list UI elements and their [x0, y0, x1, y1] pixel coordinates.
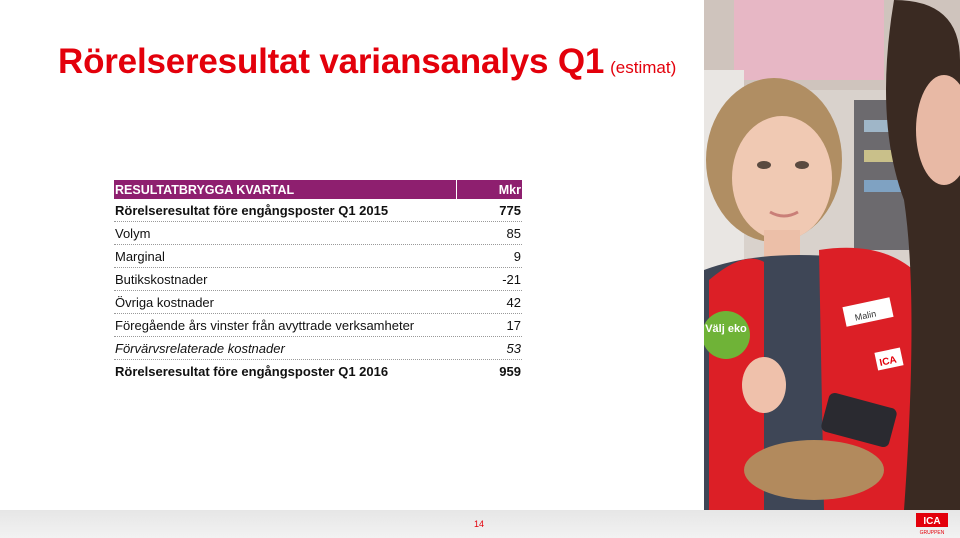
row-label: Rörelseresultat före engångsposter Q1 2015	[115, 202, 389, 218]
page-number: 14	[474, 519, 485, 529]
table-row	[114, 314, 522, 337]
photo-illustration	[704, 0, 960, 510]
row-label: Övriga kostnader	[115, 294, 214, 310]
row-value: 959	[499, 363, 521, 379]
table-row	[114, 268, 522, 291]
result-bridge-table	[114, 180, 522, 382]
row-value: 17	[506, 317, 521, 333]
row-value: 53	[506, 340, 521, 356]
table-row	[114, 337, 522, 360]
row-label: Rörelseresultat före engångsposter Q1 2016	[115, 363, 389, 379]
row-label: Marginal	[115, 248, 165, 264]
table-header-unit: Mkr	[498, 182, 521, 197]
row-label: Volym	[115, 225, 151, 241]
table-header-label: RESULTATBRYGGA KVARTAL	[114, 180, 457, 199]
page-title	[58, 42, 676, 82]
row-value: 775	[499, 202, 521, 218]
name-tag-text: Malin	[853, 308, 878, 323]
row-value: 85	[506, 225, 521, 241]
ica-gruppen-logo	[916, 513, 948, 535]
row-value: 9	[513, 248, 521, 264]
table-row	[114, 291, 522, 314]
eko-badge-text: Välj eko	[705, 323, 747, 335]
table-row	[114, 360, 522, 382]
table-row	[114, 245, 522, 268]
row-label: Föregående års vinster från avyttrade verksamheter	[115, 317, 415, 333]
page-title-sub: (estimat)	[610, 58, 677, 77]
page-title-main: Rörelseresultat variansanalys Q1	[58, 42, 605, 81]
row-label: Butikskostnader	[115, 271, 208, 287]
row-value: 42	[506, 294, 521, 310]
table-header	[114, 180, 522, 199]
logo-text: ICA	[923, 516, 941, 527]
row-value: -21	[502, 271, 521, 287]
row-label: Förvärvsrelaterade kostnader	[115, 340, 285, 356]
store-employee-photo	[704, 0, 960, 510]
vest-ica-logo: ICA	[878, 354, 898, 369]
logo-subtext: GRUPPEN	[919, 530, 945, 535]
table-row	[114, 199, 522, 222]
table-row	[114, 222, 522, 245]
